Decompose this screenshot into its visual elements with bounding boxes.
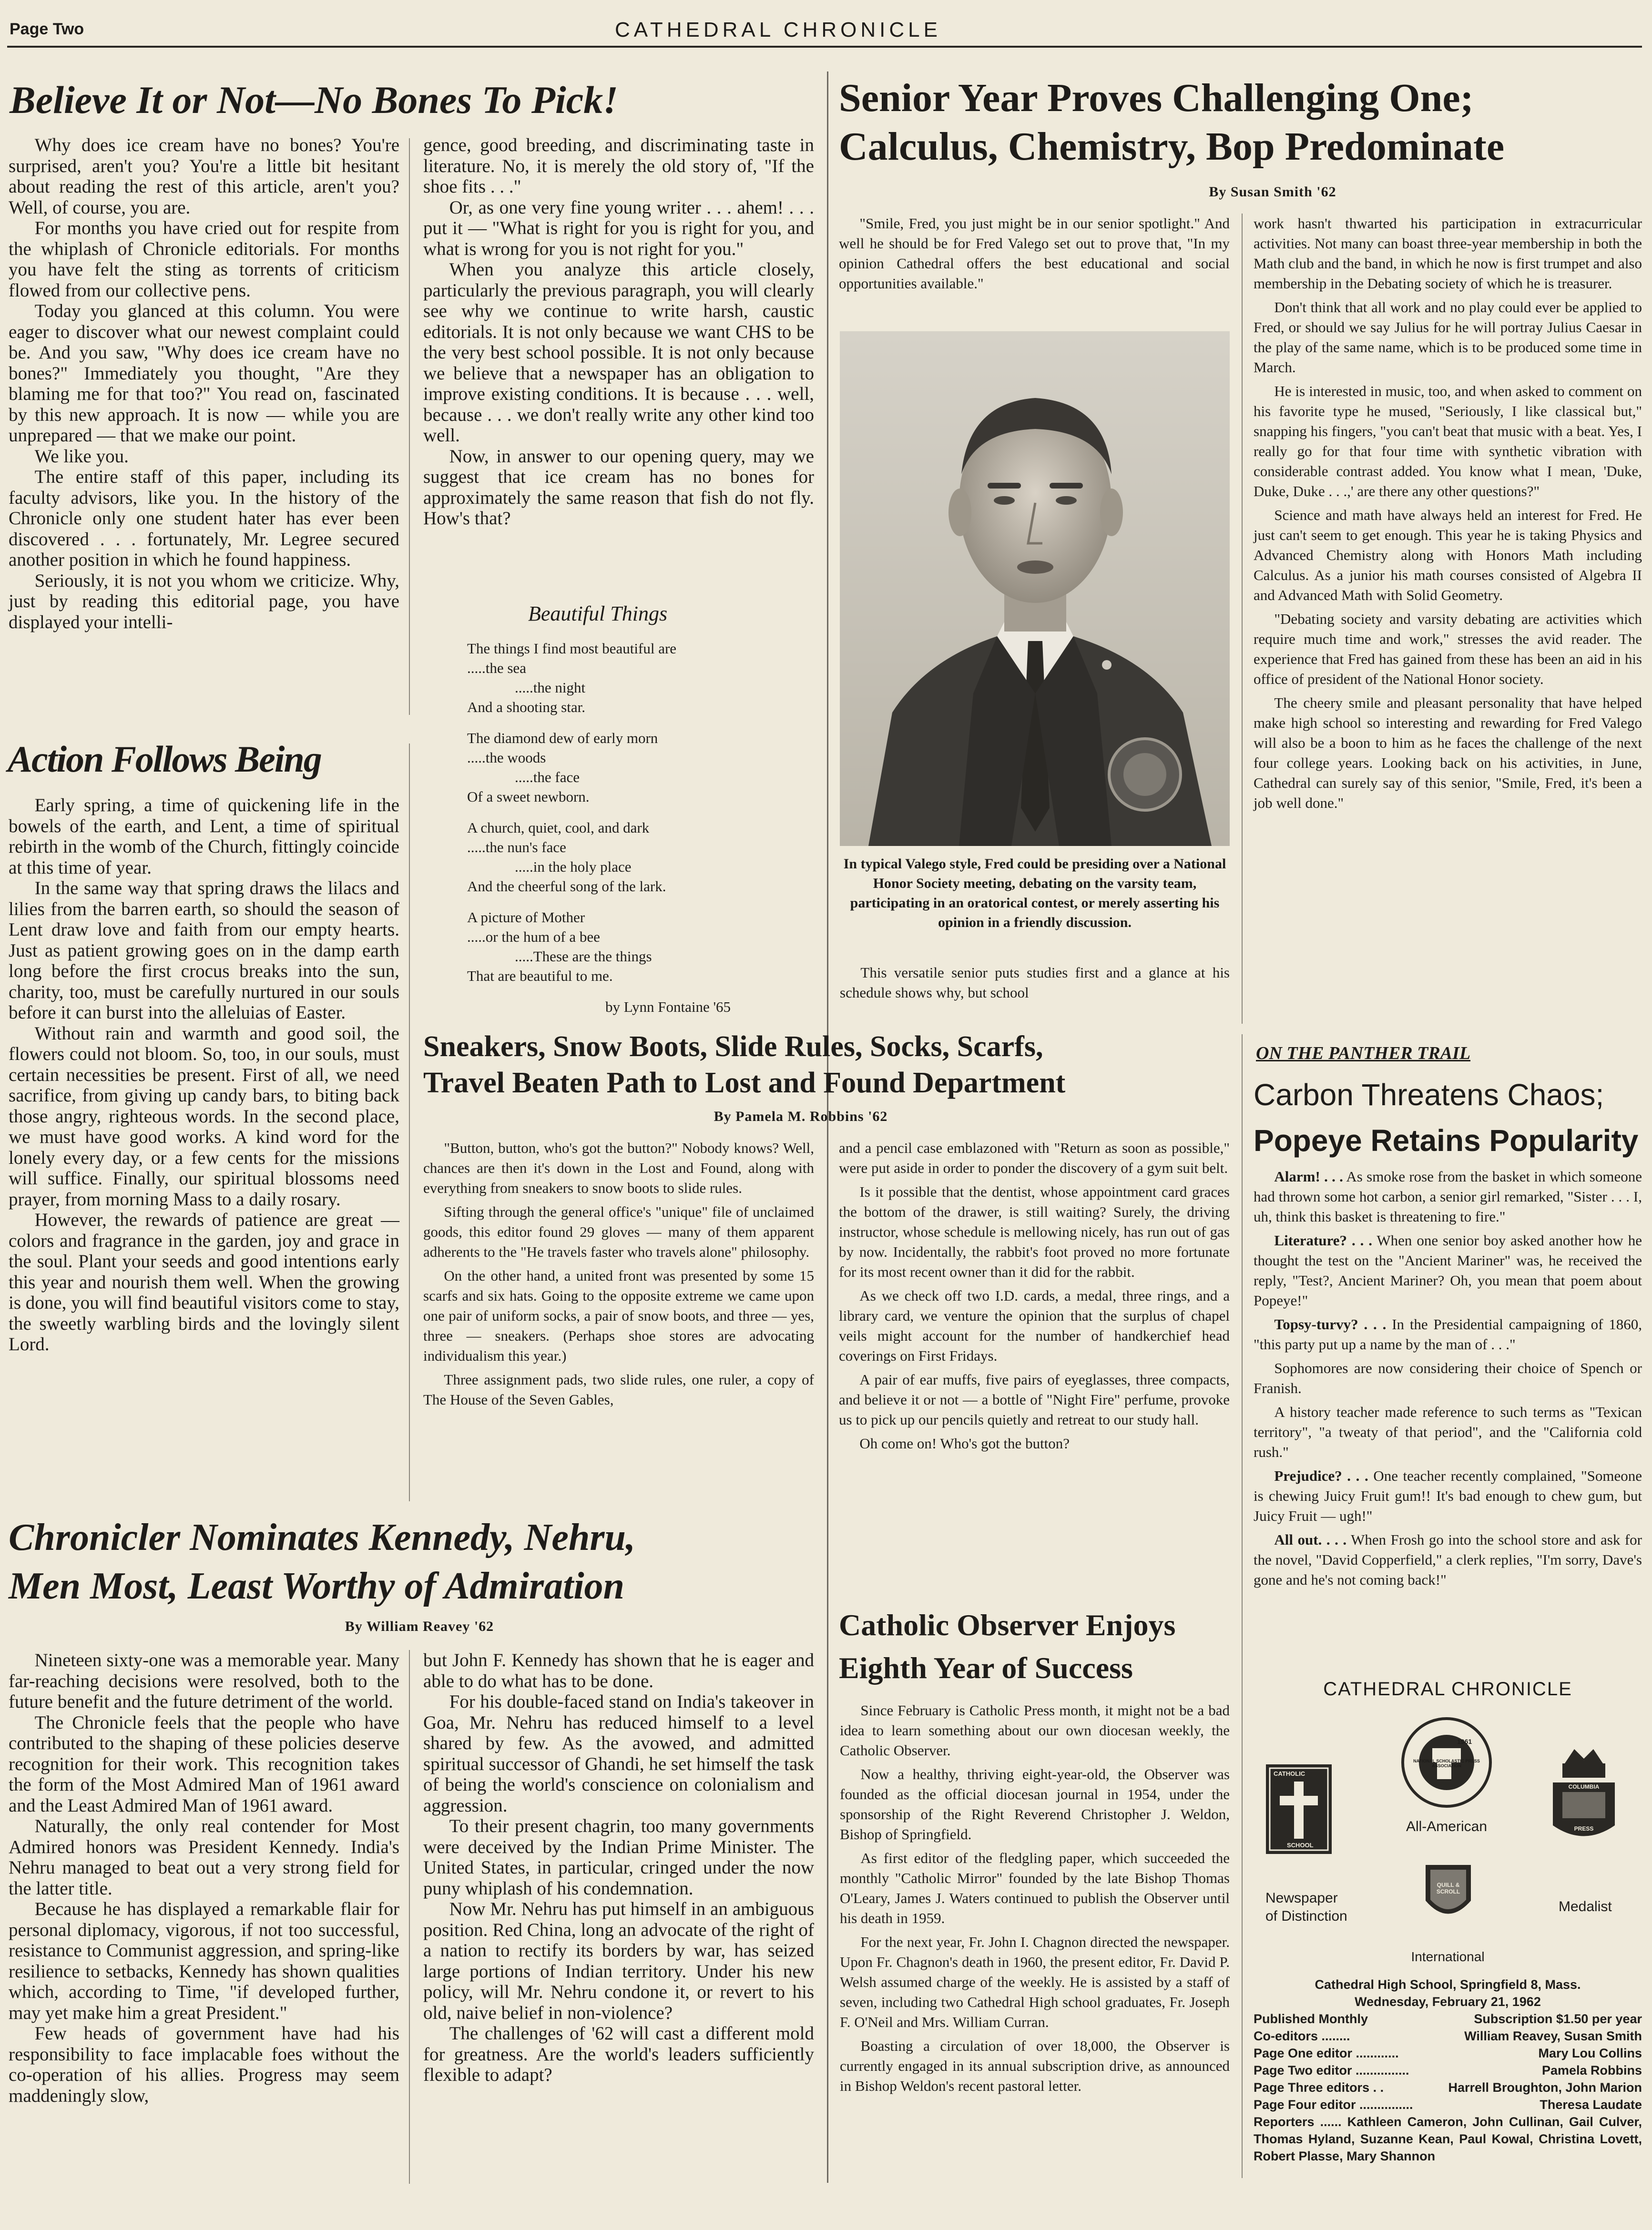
poem-line: .....the woods [467, 749, 546, 766]
paragraph: The challenges of '62 will cast a different mold for greatness. Are the world's leaders sufficiently flexible to adapt? [423, 2023, 814, 2085]
bones-divider [409, 138, 410, 715]
lost-byline: By Pamela M. Robbins '62 [714, 1109, 888, 1124]
staff-role: Co-editors ........ [1254, 2029, 1350, 2043]
paragraph-lead: Topsy-turvy? . . . [1274, 1316, 1387, 1333]
senior-col2 [1254, 214, 1642, 817]
poem-stanza [467, 728, 810, 806]
poem-line: That are beautiful to me. [467, 967, 613, 984]
senior-headline-1: Senior Year Proves Challenging One; [839, 76, 1474, 120]
poem-line: A church, quiet, cool, and dark [467, 819, 650, 836]
bones-col1 [9, 135, 399, 632]
poem-line: .....or the hum of a bee [467, 928, 600, 945]
kennedy-headline-2: Men Most, Least Worthy of Admiration [9, 1565, 625, 1607]
paragraph: As first editor of the fledgling paper, which succeeded the monthly "Catholic Mirror" founded by the late Bishop Thomas O'Leary, James J. Waters continued to publish the Observer until his death in 1959. [840, 1850, 1230, 1926]
paragraph: Now Mr. Nehru has put himself in an ambiguous position. Red China, long an advocate of the right of a nation to rectify its borders by war, has seized large portions of Indian territory. Under his new policy, will Mr. Nehru condone it, or revert to his old, naive belief in non-violence? [423, 1899, 814, 2023]
paragraph: gence, good breeding, and discriminating taste in literature. No, it is merely the old story of, "If the shoe fits . . ." [423, 135, 814, 197]
staff-role: Page Two editor ............... [1254, 2063, 1409, 2077]
paragraph: "Smile, Fred, you just might be in our senior spotlight." And well he should be for Fred Valego set out to prove that, "In my opinion Cathedral offers the best educational and social opportunities available." [839, 215, 1230, 292]
lost-headline-1: Sneakers, Snow Boots, Slide Rules, Socks, Scarfs, [423, 1030, 1043, 1063]
panther-divider [1242, 1034, 1243, 2178]
paragraph: As we check off two I.D. cards, a medal, three rings, and a library card, we venture the opinion that the surplus of chapel veils might account for the number of handkerchief head coverings on First Fridays. [839, 1287, 1230, 1364]
poem-line: Of a sweet newborn. [467, 788, 590, 805]
kennedy-col1 [9, 1650, 399, 2106]
senior-divider [1242, 214, 1243, 1024]
paragraph: "Debating society and varsity debating are activities which require much time and work," stresses the avid reader. The experience that Fred has gained from these has been an aid in his office of president of the National Honor society. [1254, 611, 1642, 687]
lost-col2 [839, 1138, 1230, 1457]
paper-name: CATHEDRAL CHRONICLE [615, 18, 941, 41]
paragraph [1254, 1358, 1642, 1398]
paragraph: Nineteen sixty-one was a memorable year. Many far-reaching decisions were resolved, both to the future benefit and the future detriment of the world. [9, 1650, 399, 1712]
staff-row [1254, 2027, 1642, 2045]
columbia-press-logo [1548, 1744, 1620, 1847]
paragraph: Since February is Catholic Press month, it might not be a bad idea to learn something about our own diocesan weekly, the Catholic Observer. [840, 1702, 1230, 1759]
poem-line: .....in the holy place [515, 858, 632, 875]
paragraph: He is interested in music, too, and when asked to comment on his favorite type he mused, "Seriously, I like classical but," snapping his fingers, "you can't beat that music with a beat. Yes, I really go for that four time with synthetic vibration with considerable contrast added. You know what I mean, 'Duke, Duke, Duke . . .,' are there any other questions?" [1254, 383, 1642, 499]
paragraph: Science and math have always held an interest for Fred. He just can't seem to get enough. This year he is taking Physics and Advanced Chemistry along with Honors Math including Calculus. As a junior his math courses consisted of Algebra II and Advanced Math with Solid Geometry. [1254, 507, 1642, 603]
award-medalist: Medalist [1559, 1899, 1612, 1914]
paragraph-text: As smoke rose from the basket in which someone had thrown some hot carbon, a senior girl remarked, "Sister . . . I, uh, think this basket is threatening to fire." [1254, 1168, 1642, 1225]
paragraph: This versatile senior puts studies first and a glance at his schedule shows why, but school [840, 964, 1230, 1001]
staff-row [1254, 2062, 1642, 2079]
poem-stanza [467, 818, 810, 896]
paragraph [1254, 1167, 1642, 1227]
paragraph-lead: All out. . . . [1274, 1531, 1347, 1548]
paragraph: Sifting through the general office's "unique" file of unclaimed goods, this editor found 29 gloves — many of them apparent adherents to the "He travels faster who travels alone" philosophy. [423, 1203, 814, 1260]
paragraph [1254, 1466, 1642, 1526]
poem-line: .....the night [515, 679, 586, 696]
staff-role: Page Three editors . . [1254, 2080, 1384, 2095]
panther-kicker: ON THE PANTHER TRAIL [1256, 1043, 1471, 1063]
photo-caption [840, 854, 1230, 932]
logo-label: CATHOLIC [1274, 1770, 1305, 1777]
paragraph: and a pencil case emblazoned with "Return as soon as possible," were put aside in order to ponder the discovery of a gym suit belt. [839, 1140, 1230, 1176]
kennedy-headline-1: Chronicler Nominates Kennedy, Nehru, [9, 1517, 635, 1558]
paragraph: but John F. Kennedy has shown that he is eager and able to do what has to be done. [423, 1650, 814, 1691]
page-label: Page Two [10, 20, 84, 38]
bones-headline: Believe It or Not—No Bones To Pick! [10, 78, 619, 122]
poem-line: The things I find most beautiful are [467, 640, 677, 657]
action-divider [409, 743, 410, 1501]
senior-intro [839, 214, 1230, 297]
staff-names: Pamela Robbins [1541, 2063, 1642, 2077]
masthead-info [1254, 1976, 1642, 2165]
paragraph: Few heads of government have had his responsibility to face implacable foes without the co-operation of his allies. Progress may seem maddeningly slow, [9, 2023, 399, 2106]
paragraph-text: One teacher recently complained, "Someone is chewing Juicy Fruit gum!! It's bad enough to chew gum, but Juicy Fruit — ugh!" [1254, 1467, 1642, 1524]
nspa-logo [1399, 1715, 1494, 1810]
poem-line: .....the sea [467, 660, 526, 676]
paragraph: Why does ice cream have no bones? You're surprised, aren't you? You're a little bit hesitant about reading the rest of this article, aren't you? Well, of course, you are. [9, 135, 399, 218]
paragraph: In the same way that spring draws the lilacs and lilies from the barren earth, so should the season of Lent draw love and faith from our empty hearts. Just as patient growing goes on in the damp earth long before the first crocus breaks into the sun, charity, too, must be carefully nurtured in our souls before it can burst into the alleluias of Easter. [9, 878, 399, 1023]
paragraph [1254, 1314, 1642, 1354]
logo-year: 1961 [1457, 1738, 1472, 1745]
paragraph: Seriously, it is not you whom we criticize. Why, just by reading this editorial page, you have displayed your intelli- [9, 570, 399, 632]
paragraph: Now a healthy, thriving eight-year-old, the Observer was founded as the official diocesan journal in 1954, under the sponsorship of the Right Reverend Christopher J. Weldon, Bishop of Springfield. [840, 1766, 1230, 1843]
column-divider [827, 71, 828, 2183]
paragraph: Oh come on! Who's got the button? [859, 1435, 1070, 1452]
paragraph: We like you. [34, 446, 129, 467]
reporters-names: Kathleen Cameron, John Cullinan, Gail Culver, Thomas Hyland, Suzanne Kean, Paul Kowal, Christina Lovett, Robert Plasse, Mary Shannon [1254, 2115, 1642, 2163]
kennedy-col2 [423, 1650, 814, 2086]
logo-label: PRESS [1574, 1825, 1594, 1832]
poem-line: And a shooting star. [467, 699, 585, 715]
paragraph: work hasn't thwarted his participation in extracurricular activities. Not many can boast three-year membership in both the Math club and the band, in which he now is first trumpet and also membership in the Debating society of which he is treasurer. [1254, 215, 1642, 292]
kennedy-byline: By William Reavey '62 [345, 1619, 494, 1634]
paragraph [1254, 1231, 1642, 1311]
masthead-title: CATHEDRAL CHRONICLE [1323, 1679, 1572, 1700]
senior-after-caption [840, 963, 1230, 1007]
paragraph: Boasting a circulation of over 18,000, the Observer is currently engaged in its annual subscription drive, as announced in Bishop Weldon's recent pastoral letter. [840, 2037, 1230, 2094]
staff-role: Page One editor ............ [1254, 2046, 1399, 2060]
action-headline: Action Follows Being [8, 738, 321, 780]
paragraph: Now, in answer to our opening query, may we suggest that ice cream has no bones for approximately the same reason that fish do not fly. How's that? [423, 446, 814, 529]
lost-col1 [423, 1138, 814, 1414]
poem-stanza [467, 639, 810, 717]
paragraph: On the other hand, a united front was presented by some 15 scarfs and six hats. Going to the opposite extreme we came upon one pair of uniform socks, a pair of snow boots, and three — yes, three — sneakers. (Perhaps shoe stores are advocating individualism this year.) [423, 1267, 814, 1364]
paragraph: A pair of ear muffs, five pairs of eyeglasses, three compacts, and believe it or not — a bottle of "Night Fire" perfume, provoke us to pick up our pencils quietly and retreat to our study hall. [839, 1371, 1230, 1428]
paragraph: For months you have cried out for respite from the whiplash of Chronicle editorials. For months you have felt the sting as torrents of criticism flowed from our collective pens. [9, 218, 399, 301]
poem-line: The diamond dew of early morn [467, 730, 658, 746]
paragraph-text: A history teacher made reference to such terms as "Texican territory", "a tweaty of that period", and the "California cold rush." [1254, 1404, 1642, 1460]
paragraph: For the next year, Fr. John I. Chagnon directed the newspaper. Upon Fr. Chagnon's death in 1960, the present editor, Fr. David P. Welsh assumed charge of the weekly. He is assisted by a staff of seven, including two Cathedral High school graduates, Fr. Joseph F. O'Neil and Mrs. William Curran. [840, 1934, 1230, 2030]
panther-body [1254, 1167, 1642, 1594]
paragraph: Three assignment pads, two slide rules, one ruler, a copy of The House of the Seven Gables, [423, 1371, 814, 1408]
paragraph-text: Sophomores are now considering their choice of Spench or Franish. [1254, 1360, 1642, 1396]
logo-label: QUILL & SCROLL [1436, 1882, 1460, 1895]
paragraph-text: When Frosh go into the school store and ask for the novel, "David Copperfield," a clerk replies, "I'm sorry, Dave's gone and he's not coming back!" [1254, 1531, 1642, 1588]
award-distinction-2: of Distinction [1265, 1908, 1347, 1924]
poem-line: A picture of Mother [467, 909, 585, 926]
paragraph: Early spring, a time of quickening life in the bowels of the earth, and Lent, a time of spiritual rebirth in the womb of the Church, fittingly coincide at this time of year. [9, 795, 399, 878]
poem-author: by Lynn Fontaine '65 [605, 998, 731, 1015]
paragraph: To their present chagrin, too many governments were deceived by the Indian Prime Minister. The United States, in particular, cringed under the now puny whiplash of his condemnation. [423, 1816, 814, 1899]
senior-headline-2: Calculus, Chemistry, Bop Predominate [839, 124, 1505, 169]
paragraph-lead: Alarm! . . . [1274, 1168, 1343, 1185]
paragraph [1254, 1402, 1642, 1462]
student-photo-illustration [840, 331, 1230, 846]
paragraph-text: In the Presidential campaigning of 1860, "this party put up a name by the man of . . ." [1254, 1316, 1642, 1353]
paragraph-lead: Literature? . . . [1274, 1232, 1373, 1249]
staff-row [1254, 2045, 1642, 2062]
catholic-school-press-logo [1263, 1762, 1335, 1857]
poem-line: And the cheerful song of the lark. [467, 878, 666, 895]
senior-byline: By Susan Smith '62 [1209, 184, 1336, 200]
staff-row [1254, 2096, 1642, 2113]
reporters-row [1254, 2113, 1642, 2165]
paragraph: Is it possible that the dentist, whose appointment card graces the bottom of the drawer, is still waiting? Surely, the driving instructor, whose schedule is mellowing nicely, has run out of gas by now. Incidentally, the rabbit's foot proved no more fortunate for its most recent owner than it did for the rabbit. [839, 1183, 1230, 1280]
action-body [9, 795, 399, 1355]
subscription-label: Subscription $1.50 per year [1474, 2012, 1642, 2026]
observer-headline-1: Catholic Observer Enjoys [839, 1608, 1176, 1642]
paragraph: Today you glanced at this column. You were eager to discover what our newest complaint could be. And you saw, "Why does ice cream have no bones?" Immediately you thought, "Are they blaming me for that too?" You read on, fascinated by this new approach. It is now — while you are unprepared — that we make our point. [9, 301, 399, 446]
observer-body [840, 1701, 1230, 2100]
bones-col2 [423, 135, 814, 529]
staff-names: Mary Lou Collins [1538, 2046, 1642, 2060]
caption-text: In typical Valego style, Fred could be presiding over a National Honor Society meeting, debating on the varsity team, participating in an oratorical contest, or merely asserting his opinion in a friendly discussion. [843, 856, 1226, 930]
paragraph [1254, 1530, 1642, 1590]
paragraph: Naturally, the only real contender for Most Admired honors was President Kennedy. India's Nehru managed to beat out a very strong field for the latter title. [9, 1816, 399, 1899]
publish-row [1254, 2010, 1642, 2027]
poem-line: .....the nun's face [467, 839, 566, 855]
staff-names: Harrell Broughton, John Marion [1448, 2080, 1642, 2095]
paragraph: However, the rewards of patience are great — colors and fragrance in the garden, joy and grace in the soul. Plant your seeds and good intentions early this year and nourish them well. When the growing is done, you will find beautiful visitors come to stay, the sweetly warbling birds and the lovingly silent Lord. [9, 1210, 399, 1354]
paragraph: For his double-faced stand on India's takeover in Goa, Mr. Nehru has reduced himself to a level shared by few. As the avowed, and admitted spiritual successor of Ghandi, he set himself the task of being the world's conscience on colonialism and aggression. [423, 1691, 814, 1816]
school-address: Cathedral High School, Springfield 8, Mass. [1315, 1977, 1581, 1992]
paragraph-text: When one senior boy asked another how he thought the test on the "Ancient Mariner" was, he received the reply, "Test?, Ancient Mariner? Oh, you mean that poem about Popeye!" [1254, 1232, 1642, 1309]
staff-names: Theresa Laudate [1540, 2098, 1642, 2112]
paragraph: Without rain and warmth and good soil, the flowers could not bloom. So, too, in our souls, must certain necessities be present. First of all, we need sacrifice, from giving up candy bars, to biting back those angry, righteous words. In the second place, we must have good works. A kind word for the lonely every day, or a few cents for the missions will suffice. Finally, our spiritual blossoms need prayer, from morning Mass to a daily rosary. [9, 1023, 399, 1210]
paragraph: Because he has displayed a remarkable flair for personal diplomacy, vigorous, if not too successful, resistance to Communist aggression, and spring-like resilience to setbacks, Kennedy has shown qualities which, according to Time, "if developed further, may yet make him a great President." [9, 1899, 399, 2023]
poem-title: Beautiful Things [528, 602, 668, 625]
observer-headline-2: Eighth Year of Success [839, 1651, 1133, 1685]
poem-stanza [467, 907, 810, 986]
issue-date: Wednesday, February 21, 1962 [1355, 1995, 1541, 2009]
panther-headline-1: Carbon Threatens Chaos; [1254, 1078, 1604, 1112]
published-label: Published Monthly [1254, 2012, 1368, 2026]
paragraph-lead: Prejudice? . . . [1274, 1467, 1368, 1484]
paragraph: The Chronicle feels that the people who have contributed to the shaping of these policies deserve recognition for their work. This recognition takes the form of the Most Admired Man of 1961 award and the Least Admired Man of 1961 award. [9, 1712, 399, 1816]
lost-headline-2: Travel Beaten Path to Lost and Found Department [423, 1067, 1066, 1099]
award-all-american: All-American [1406, 1819, 1488, 1834]
staff-row [1254, 2079, 1642, 2096]
student-photo [840, 331, 1230, 846]
paragraph: Don't think that all work and no play could ever be applied to Fred, or should we say Julius for he will portray Julius Caesar in the play of the same name, which is to be produced some time in March. [1254, 299, 1642, 376]
header-rule [7, 46, 1642, 48]
quill-scroll-logo [1423, 1863, 1473, 1925]
poem-line: .....the face [515, 769, 580, 785]
kennedy-divider [409, 1650, 410, 2184]
paragraph: The entire staff of this paper, including its faculty advisors, like you. In the history of the Chronicle only one student hater has ever been discovered . . . fortunately, Mr. Legree secured another position in which he found happiness. [9, 467, 399, 570]
logo-label: NATIONAL SCHOLASTIC PRESS ASSOCIATION [1413, 1759, 1480, 1768]
reporters-label: Reporters ...... [1254, 2115, 1342, 2129]
paragraph: The cheery smile and pleasant personality that have helped make high school so interesting and rewarding for Fred Valego will also be a boon to him as he faces the challenge of the next four college years. Looking back on his activities, in June, Cathedral can surely say of this senior, "Smile, Fred, it's been a job well done." [1254, 694, 1642, 811]
logo-label: COLUMBIA [1568, 1783, 1600, 1790]
staff-names: William Reavey, Susan Smith [1464, 2029, 1642, 2043]
paragraph: "Button, button, who's got the button?" Nobody knows? Well, chances are then it's down in the Lost and Found, along with everything from sneakers to snow boots to slide rules. [423, 1140, 814, 1196]
panther-headline-2: Popeye Retains Popularity [1254, 1123, 1639, 1158]
award-international: International [1411, 1949, 1485, 1964]
award-distinction-1: Newspaper [1265, 1890, 1338, 1906]
paragraph: Or, as one very fine young writer . . . ahem! . . . put it — "What is right for you is right for you, and what is wrong for you is not right for you." [423, 197, 814, 259]
poem-body [467, 639, 810, 1017]
poem-line: .....These are the things [515, 948, 652, 965]
logo-label: SCHOOL [1287, 1842, 1314, 1849]
staff-role: Page Four editor ............... [1254, 2098, 1413, 2112]
paragraph: When you analyze this article closely, particularly the previous paragraph, you will clearly see why we continue to write harsh, caustic editorials. It is not only because we want CHS to be the very best school possible. It is not only because we believe that a newspaper has an obligation to improve existing conditions. It is because . . . well, because . . . we don't really write any other kind too well. [423, 259, 814, 446]
